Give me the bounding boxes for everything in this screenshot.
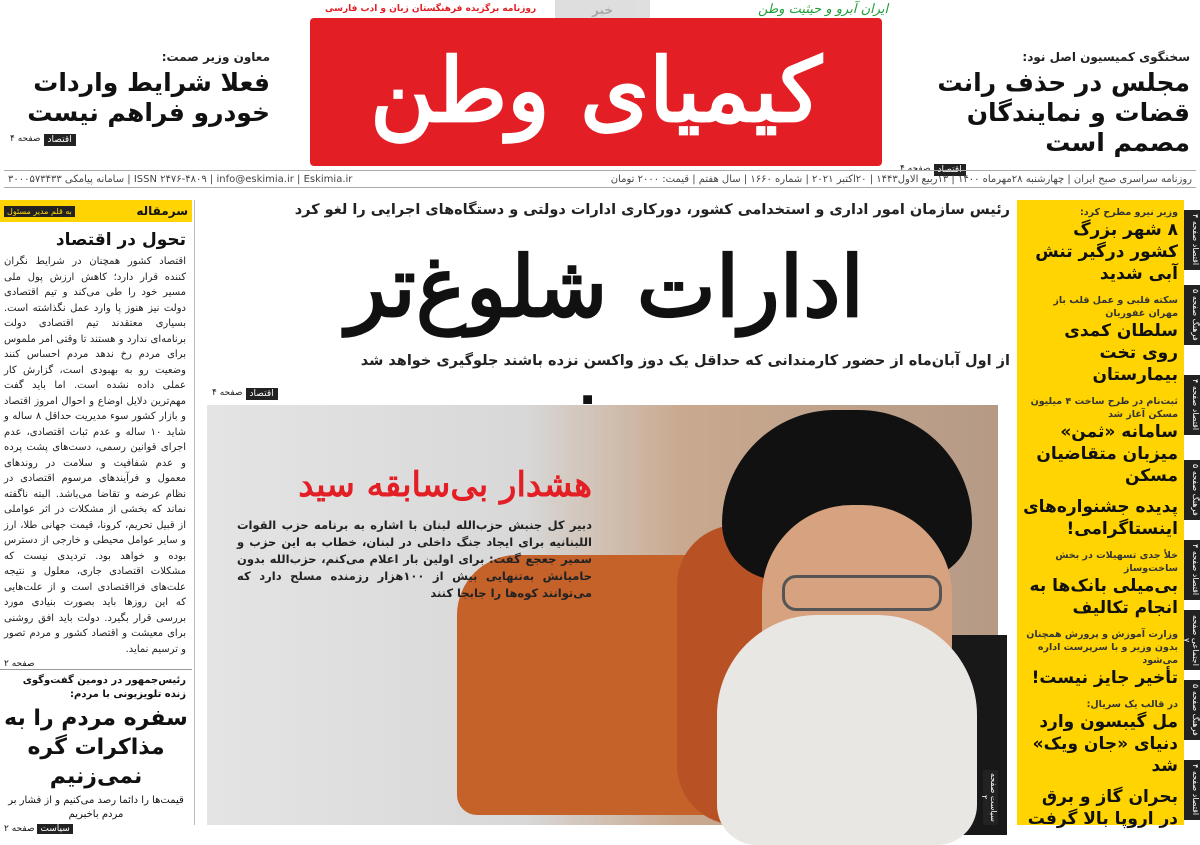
section-tab[interactable]: اجتماعی صفحه ۷ xyxy=(1184,610,1200,670)
contact-info[interactable]: ISSN ۲۴۷۶-۴۸۰۹ | info@eskimia.ir | Eskimia.ir | سامانه پیامکی ۳۰۰۰۵۷۳۴۳۳ xyxy=(8,173,353,185)
page-number: صفحه ۴ xyxy=(900,164,931,174)
photo-story-body: دبیر کل جنبش حزب‌الله لبنان با اشاره به برنامه حزب القوات اللبنانیه برای ایجاد جنگ داخلی در لبنان، خطاب به این حزب و سمیر جعجع گفت: برای اولین بار اعلام می‌کنم، حزب‌الله بدون حامیانش به‌تنهایی بیش از ۱۰۰هزار رزمنده مسلح دارد که می‌توانند کوه‌ها را جابجا کنند xyxy=(237,518,592,600)
story-title: بی‌میلی بانک‌ها به انجام تکالیف xyxy=(1029,576,1178,618)
list-item[interactable] xyxy=(1023,549,1178,619)
section-label: اقتصاد xyxy=(44,134,76,146)
page-ref xyxy=(10,134,270,146)
story-title: مجلس در حذف رانت قضات و نمایندگان مصمم است xyxy=(937,68,1190,157)
list-item[interactable] xyxy=(1023,698,1178,777)
section-label: اقتصاد xyxy=(934,164,966,176)
main-kicker: رئیس سازمان امور اداری و استخدامی کشور، دورکاری ادارات دولتی و دستگاه‌های اجرایی را لغو کرد xyxy=(294,202,1010,218)
list-item[interactable] xyxy=(1023,294,1178,386)
list-item[interactable] xyxy=(1023,395,1178,487)
photo-section-tab: سیاست صفحه ۲ xyxy=(983,770,998,825)
main-headline[interactable]: ادارات شلوغ‌تر xyxy=(346,237,864,336)
editorial-page-ref: صفحه ۲ xyxy=(0,659,192,670)
story-kicker: معاون وزیر صمت: xyxy=(161,50,270,64)
story-title: تأخیر جایز نیست! xyxy=(1031,668,1178,688)
editorial-header xyxy=(0,200,192,222)
section-label: اقتصاد xyxy=(246,388,278,400)
section-tab[interactable]: فرهنگ صفحه ۵ xyxy=(1184,680,1200,740)
list-item[interactable] xyxy=(1023,206,1178,285)
story-kicker: وزیر نیرو مطرح کرد: xyxy=(1079,207,1178,218)
story-kicker: خلأ جدی تسهیلات در بخش ساخت‌وساز xyxy=(1055,550,1178,574)
story-kicker: وزارت آموزش و پرورش همچنان بدون وزیر و با سرپرست اداره می‌شود xyxy=(1026,629,1178,666)
story-title: ۸ شهر بزرگ کشور درگیر تنش آبی شدید xyxy=(1035,220,1178,284)
photo-beard xyxy=(717,615,977,845)
story-kicker: در قالب یک سریال: xyxy=(1086,699,1178,710)
masthead-right-story[interactable] xyxy=(900,50,1190,176)
list-item[interactable] xyxy=(1023,628,1178,689)
main-subtitle: از اول آبان‌ماه از حضور کارمندانی که حداقل یک دوز واکسن نزده باشند جلوگیری خواهد شد xyxy=(360,353,1010,369)
section-tab[interactable]: فرهنگ صفحه ۵ xyxy=(1184,285,1200,345)
right-column xyxy=(1017,200,1184,829)
section-tab[interactable]: اقتصاد صفحه ۴ xyxy=(1184,760,1200,820)
story-title: سلطان کمدی روی تخت بیمارستان xyxy=(1064,321,1178,385)
page-ref xyxy=(0,822,192,836)
section-tabs xyxy=(1184,200,1200,825)
section-tab[interactable]: اقتصاد صفحه ۴ xyxy=(1184,540,1200,600)
logo-tagline: روزنامه برگزیده فرهنگستان زبان و ادب فارسی xyxy=(325,4,537,14)
lead-photo[interactable] xyxy=(207,405,998,825)
story-title: مل گیبسون وارد دنیای «جان ویک» شد xyxy=(1032,712,1178,776)
story-title[interactable]: سفره مردم را به مذاکرات گره نمی‌زنیم xyxy=(4,706,188,789)
section-tab[interactable]: فرهنگ صفحه ۵ xyxy=(1184,460,1200,520)
editorial-author-tag: به قلم مدیر مسئول xyxy=(4,206,75,217)
story-summary: قیمت‌ها را دائما رصد می‌کنیم و از فشار بر مردم باخبریم xyxy=(8,795,184,820)
section-tab[interactable]: اقتصاد صفحه ۴ xyxy=(1184,375,1200,435)
page-number: صفحه ۴ xyxy=(212,388,243,398)
list-item[interactable] xyxy=(1023,496,1178,540)
section-label: سیاست xyxy=(37,824,72,834)
left-column xyxy=(0,200,192,834)
main-page-ref xyxy=(212,388,278,400)
logo-motto: ایران آبرو و حیثیت وطن xyxy=(758,2,889,17)
story-title: فعلا شرایط واردات خودرو فراهم نیست xyxy=(27,68,270,127)
story-kicker: سخنگوی کمیسیون اصل نود: xyxy=(1022,50,1190,64)
column-divider xyxy=(194,200,195,825)
editorial-body: اقتصاد کشور همچنان در شرایط نگران کننده قرار دارد؛ کاهش ارزش پول ملی مسیر خود را طی می‌کند و تیم اقتصادی دولت نیز هنوز پا وارد عمل نگذاشته است. بسیاری معتقدند تیم اقتصادی دولت برنامه‌ای ندارد و هستند تا وقتی امر ملموس برای مردم رخ ندهد مردم احساس کنند وضعیت رو به بهبودی است، گزارش کار عملی داده نشده است. اما باید گفت مهم‌ترین دلایل اوضاع و احوال امروز اقتصاد و بازار کشور سوء مدیریت حداقل ۸ ساله و شاید ۱۰ ساله و عدم ثبات اقتصادی، عدم اجرای قوانین رسمی، دست‌های پشت پرده و عدم شفافیت و سلامت در روندهای معمول و فرآیندهای مرسوم اقتصادی در نظام عرضه و تقاضا می‌باشد. البته ناگفته نماند که بخشی از مشکلات در اثر عواملی از قبیل تحریم، کرونا، قیمت جهانی طلا، ارز و سایر عوامل محیطی و خارجی از دسترس بوده و خواهد بود. تردیدی نیست که مشکلات اقتصادی جاری، معلول و نتیجه علت‌های فرااقتصادی است و از علت‌هایی که این روزها باید بصورت بنیادی مورد بررسی قرار بگیرد. دولت باید افق روشنی برای معیشت و اقتصاد کشور و مردم تصور و ترسیم نماید. xyxy=(4,256,186,655)
story-kicker: رئیس‌جمهور در دومین گفت‌وگوی زنده تلویزیونی با مردم: xyxy=(22,675,186,700)
story-kicker: ثبت‌نام در طرح ساخت ۴ میلیون مسکن آغاز شد xyxy=(1030,396,1178,420)
photo-glasses xyxy=(782,575,942,611)
masthead xyxy=(0,0,1200,175)
story-kicker: سکته قلبی و عمل قلب باز مهران غفوریان xyxy=(1053,295,1178,319)
editorial-label: سرمقاله xyxy=(136,204,188,218)
page-number: صفحه ۴ xyxy=(10,134,41,144)
masthead-left-story[interactable] xyxy=(10,50,270,146)
editorial-title[interactable]: تحول در اقتصاد xyxy=(55,230,186,250)
section-tab[interactable]: اقتصاد صفحه ۴ xyxy=(1184,210,1200,270)
logo-text: کیمیای وطن xyxy=(370,38,822,142)
list-item[interactable] xyxy=(1023,786,1178,830)
issue-info: روزنامه سراسری صبح ایران | چهارشنبه ۲۸مهرماه ۱۴۰۰ | ۱۳ربیع الاول۱۴۴۳ | ۲۰اکتبر ۲۰۲۱ | شماره ۱۶۶۰ | سال هفتم | قیمت: ۲۰۰۰ تومان xyxy=(610,173,1192,185)
story-title: بحران گاز و برق در اروپا بالا گرفت xyxy=(1027,787,1178,829)
info-strip xyxy=(4,170,1196,188)
logo[interactable] xyxy=(310,18,882,166)
story-title: پدیده جشنواره‌های اینستاگرامی! xyxy=(1023,497,1178,539)
story-title: سامانه «ثمن» میزبان متقاضیان مسکن xyxy=(1036,422,1178,486)
photo-story-title[interactable]: هشدار بی‌سابقه سید xyxy=(298,465,592,505)
page-number: صفحه ۲ xyxy=(4,824,35,834)
watermark-badge: خبر xyxy=(555,0,650,20)
